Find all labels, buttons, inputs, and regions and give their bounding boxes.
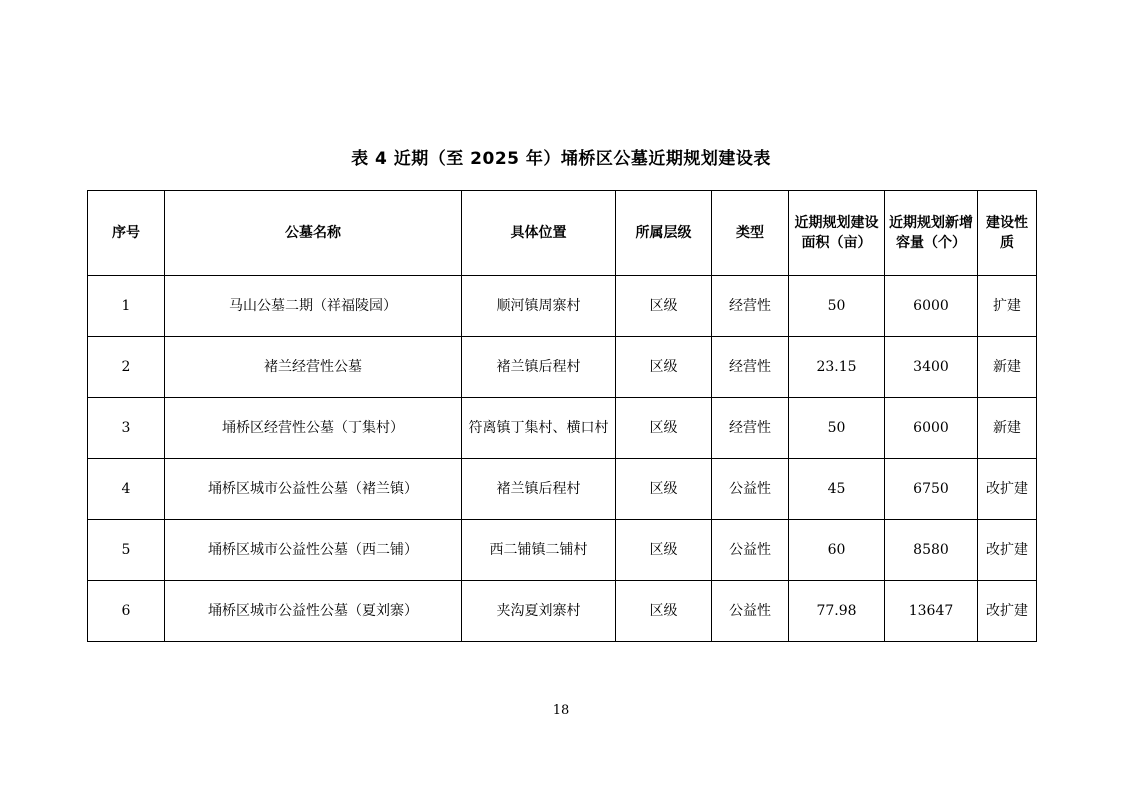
cell-capacity: 3400 (885, 337, 978, 398)
cell-level: 区级 (616, 520, 712, 581)
cell-location: 褚兰镇后程村 (462, 459, 616, 520)
cell-index: 3 (88, 398, 165, 459)
cell-construction-type: 扩建 (978, 276, 1037, 337)
cell-area: 60 (789, 520, 885, 581)
cell-index: 6 (88, 581, 165, 642)
cell-cemetery-name: 埇桥区经营性公墓（丁集村） (165, 398, 462, 459)
table-row (88, 276, 1037, 337)
cell-construction-type: 新建 (978, 337, 1037, 398)
cell-construction-type: 改扩建 (978, 520, 1037, 581)
cell-construction-type: 改扩建 (978, 581, 1037, 642)
cell-capacity: 8580 (885, 520, 978, 581)
cell-level: 区级 (616, 581, 712, 642)
cell-level: 区级 (616, 459, 712, 520)
cell-location: 符离镇丁集村、横口村 (462, 398, 616, 459)
cell-type: 公益性 (712, 459, 789, 520)
cell-cemetery-name: 埇桥区城市公益性公墓（夏刘寨） (165, 581, 462, 642)
header-level: 所属层级 (616, 191, 712, 276)
cell-area: 45 (789, 459, 885, 520)
table-row (88, 581, 1037, 642)
table-row (88, 337, 1037, 398)
cell-level: 区级 (616, 398, 712, 459)
cell-location: 夹沟夏刘寨村 (462, 581, 616, 642)
cell-cemetery-name: 褚兰经营性公墓 (165, 337, 462, 398)
cell-type: 公益性 (712, 581, 789, 642)
cell-cemetery-name: 马山公墓二期（祥福陵园） (165, 276, 462, 337)
cell-type: 公益性 (712, 520, 789, 581)
header-type: 类型 (712, 191, 789, 276)
cell-cemetery-name: 埇桥区城市公益性公墓（褚兰镇） (165, 459, 462, 520)
cell-index: 2 (88, 337, 165, 398)
cell-location: 顺河镇周寨村 (462, 276, 616, 337)
cell-construction-type: 改扩建 (978, 459, 1037, 520)
cell-index: 1 (88, 276, 165, 337)
table-row (88, 520, 1037, 581)
cell-capacity: 6000 (885, 398, 978, 459)
cell-index: 5 (88, 520, 165, 581)
header-area: 近期规划建设面积（亩） (789, 191, 885, 276)
header-cemetery-name: 公墓名称 (165, 191, 462, 276)
cell-capacity: 13647 (885, 581, 978, 642)
header-construction-type: 建设性质 (978, 191, 1037, 276)
cell-type: 经营性 (712, 337, 789, 398)
cell-area: 77.98 (789, 581, 885, 642)
cell-type: 经营性 (712, 398, 789, 459)
cell-area: 50 (789, 276, 885, 337)
cell-location: 褚兰镇后程村 (462, 337, 616, 398)
header-index: 序号 (88, 191, 165, 276)
cemetery-plan-table (87, 190, 1037, 642)
header-row (88, 191, 1037, 276)
cell-level: 区级 (616, 337, 712, 398)
table-row (88, 459, 1037, 520)
header-location: 具体位置 (462, 191, 616, 276)
cell-index: 4 (88, 459, 165, 520)
cell-area: 50 (789, 398, 885, 459)
cell-cemetery-name: 埇桥区城市公益性公墓（西二铺） (165, 520, 462, 581)
cell-construction-type: 新建 (978, 398, 1037, 459)
table-title: 表 4 近期（至 2025 年）埇桥区公墓近期规划建设表 (351, 149, 771, 169)
cell-type: 经营性 (712, 276, 789, 337)
cell-area: 23.15 (789, 337, 885, 398)
cell-capacity: 6750 (885, 459, 978, 520)
page-number: 18 (552, 703, 570, 718)
header-capacity: 近期规划新增容量（个） (885, 191, 978, 276)
table-row (88, 398, 1037, 459)
cell-level: 区级 (616, 276, 712, 337)
cell-location: 西二铺镇二铺村 (462, 520, 616, 581)
cell-capacity: 6000 (885, 276, 978, 337)
